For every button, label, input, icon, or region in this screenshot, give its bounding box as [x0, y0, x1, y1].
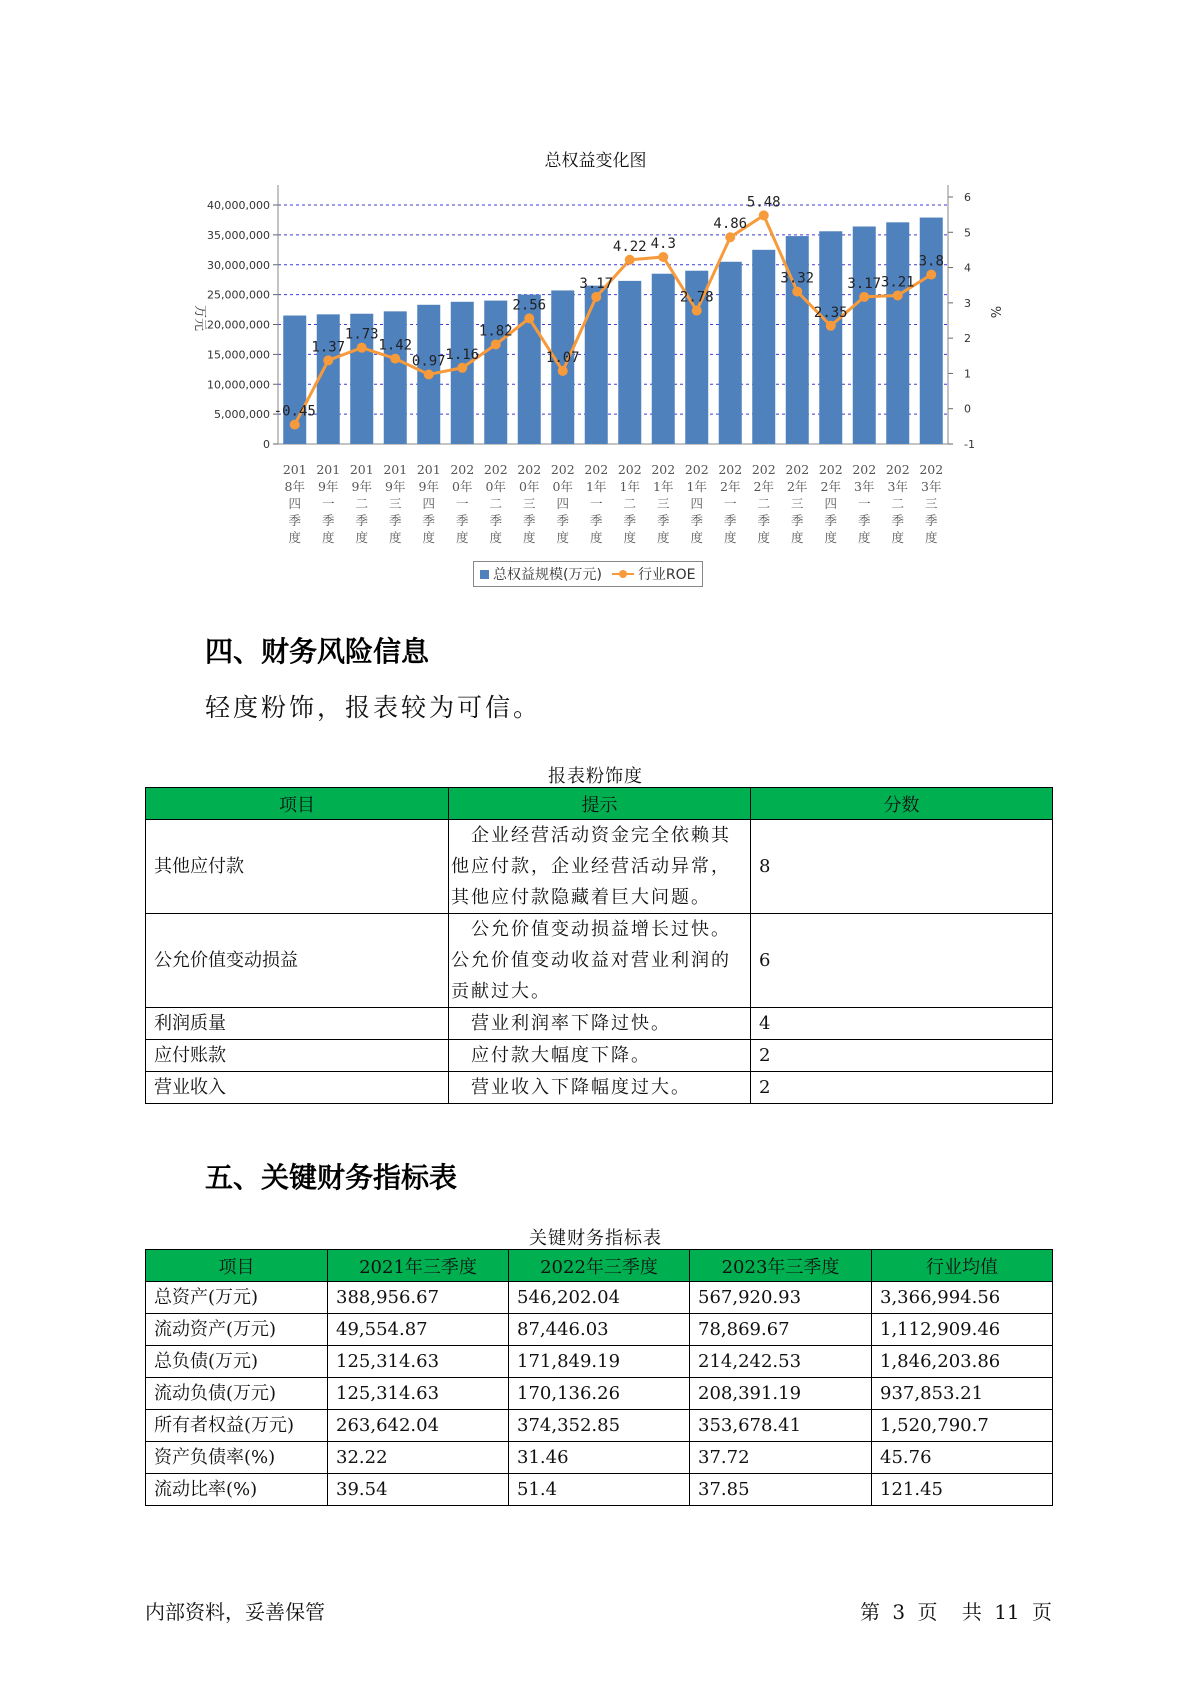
kpi-value-cell: 39.54	[328, 1474, 509, 1506]
kpi-value-cell: 374,352.85	[509, 1410, 690, 1442]
x-tick-label: 201 9年四季度	[416, 462, 441, 545]
legend-line-swatch	[612, 569, 634, 579]
x-tick-label: 202 2年三季度	[785, 462, 810, 545]
kpi-item-cell: 所有者权益(万元)	[146, 1410, 328, 1442]
risk-table-caption: 报表粉饰度	[548, 766, 643, 787]
risk-score-cell: 4	[751, 1008, 1053, 1040]
kpi-value-cell: 263,642.04	[328, 1410, 509, 1442]
kpi-value-cell: 121.45	[872, 1474, 1053, 1506]
roe-point	[558, 366, 568, 376]
kpi-value-cell: 125,314.63	[328, 1346, 509, 1378]
equity-bar	[451, 302, 474, 444]
y2-tick-label: 1	[964, 367, 971, 381]
risk-table-row	[146, 1072, 1053, 1104]
x-tick-label: 202 0年一季度	[450, 462, 475, 545]
chart-title: 总权益变化图	[544, 151, 647, 171]
x-tick-label: 202 2年四季度	[818, 462, 843, 545]
roe-data-label: 3.17	[847, 275, 882, 292]
y2-tick-label: 3	[964, 296, 971, 310]
footer-page-info	[854, 1596, 1052, 1625]
roe-point	[357, 343, 367, 353]
y2-tick-label: 5	[964, 226, 971, 240]
y2-tick-label: 6	[964, 191, 971, 204]
risk-item-cell: 利润质量	[146, 1008, 449, 1040]
y2-axis-label: %	[987, 305, 1002, 319]
roe-data-label: 1.82	[478, 323, 513, 340]
risk-score-cell: 2	[751, 1072, 1053, 1104]
equity-bar	[484, 301, 507, 444]
y-tick-label: 0	[263, 438, 270, 451]
kpi-value-cell: 125,314.63	[328, 1378, 509, 1410]
equity-bar	[384, 311, 407, 444]
chart-legend	[473, 561, 703, 587]
roe-point	[725, 232, 735, 242]
kpi-value-cell: 1,112,909.46	[872, 1314, 1053, 1346]
roe-data-label: 2.56	[512, 297, 547, 314]
roe-data-label: 4.3	[650, 235, 676, 252]
x-tick-label: 202 3年二季度	[885, 462, 910, 545]
y-tick-label: 20,000,000	[207, 318, 270, 332]
kpi-value-cell: 1,846,203.86	[872, 1346, 1053, 1378]
equity-bar	[819, 231, 842, 444]
kpi-value-cell: 567,920.93	[690, 1282, 872, 1314]
kpi-header-2021q3: 2021年三季度	[328, 1250, 509, 1282]
equity-bar	[585, 286, 608, 444]
x-tick-label: 202 1年三季度	[651, 462, 676, 545]
kpi-table-row	[146, 1410, 1053, 1442]
risk-table-row	[146, 914, 1053, 1008]
y-tick-label: 10,000,000	[207, 378, 270, 392]
kpi-item-cell: 总负债(万元)	[146, 1346, 328, 1378]
x-tick-label: 202 0年四季度	[550, 462, 575, 545]
total-label-post: 页	[1032, 1600, 1052, 1624]
x-tick-label: 202 0年二季度	[483, 462, 508, 545]
kpi-value-cell: 51.4	[509, 1474, 690, 1506]
page-label-mid: 页	[917, 1600, 938, 1624]
kpi-table-caption: 关键财务指标表	[529, 1228, 662, 1249]
roe-point	[323, 355, 333, 365]
kpi-item-cell: 流动负债(万元)	[146, 1378, 328, 1410]
roe-point	[290, 420, 300, 430]
x-tick-label: 202 3年三季度	[919, 462, 944, 545]
roe-point	[424, 369, 434, 379]
kpi-value-cell: 78,869.67	[690, 1314, 872, 1346]
kpi-header-2023q3: 2023年三季度	[690, 1250, 872, 1282]
x-tick-label: 202 1年二季度	[617, 462, 642, 545]
roe-point	[625, 255, 635, 265]
kpi-table	[145, 1249, 1053, 1506]
risk-table-row	[146, 1008, 1053, 1040]
kpi-value-cell: 87,446.03	[509, 1314, 690, 1346]
risk-item-cell: 其他应付款	[146, 820, 449, 914]
y-tick-label: 5,000,000	[214, 408, 270, 422]
equity-bar	[618, 281, 641, 444]
x-tick-label: 202 0年三季度	[517, 462, 542, 545]
roe-data-label: 3.21	[880, 274, 915, 291]
kpi-item-cell: 资产负债率(%)	[146, 1442, 328, 1474]
roe-point	[591, 292, 601, 302]
risk-score-cell: 8	[751, 820, 1053, 914]
risk-hint-cell: 公允价值变动损益增长过快。公允价值变动收益对营业利润的贡献过大。	[449, 914, 751, 1008]
equity-chart	[0, 0, 1191, 560]
y-tick-label: 25,000,000	[207, 288, 270, 302]
kpi-header-item: 项目	[146, 1250, 328, 1282]
roe-point	[792, 287, 802, 297]
roe-data-label: 4.86	[713, 216, 748, 233]
roe-point	[658, 252, 668, 262]
y-tick-label: 40,000,000	[207, 199, 270, 212]
equity-bar	[886, 222, 909, 444]
risk-header-item: 项目	[146, 788, 449, 820]
footer-confidential: 内部资料，妥善保管	[145, 1600, 325, 1624]
kpi-value-cell: 353,678.41	[690, 1410, 872, 1442]
kpi-value-cell: 45.76	[872, 1442, 1053, 1474]
x-tick-label: 201 9年二季度	[349, 462, 374, 545]
equity-bar	[920, 218, 943, 444]
kpi-item-cell: 总资产(万元)	[146, 1282, 328, 1314]
kpi-table-row	[146, 1314, 1053, 1346]
risk-hint-cell: 营业收入下降幅度过大。	[449, 1072, 751, 1104]
risk-header-hint: 提示	[449, 788, 751, 820]
kpi-table-row	[146, 1474, 1053, 1506]
roe-point	[759, 210, 769, 220]
risk-heading: 四、财务风险信息	[205, 635, 430, 668]
kpi-item-cell: 流动比率(%)	[146, 1474, 328, 1506]
y-tick-label: 35,000,000	[207, 228, 270, 242]
roe-point	[926, 270, 936, 280]
kpi-table-row	[146, 1346, 1053, 1378]
equity-bar	[317, 314, 340, 444]
roe-data-label: 3.8	[918, 253, 944, 270]
kpi-value-cell: 208,391.19	[690, 1378, 872, 1410]
roe-data-label: 3.17	[579, 275, 614, 292]
kpi-table-row	[146, 1378, 1053, 1410]
kpi-value-cell: 31.46	[509, 1442, 690, 1474]
kpi-value-cell: 937,853.21	[872, 1378, 1053, 1410]
x-tick-label: 201 8年四季度	[282, 462, 307, 545]
kpi-value-cell: 214,242.53	[690, 1346, 872, 1378]
risk-item-cell: 公允价值变动损益	[146, 914, 449, 1008]
equity-bar	[786, 236, 809, 444]
risk-summary: 轻度粉饰，报表较为可信。	[205, 693, 542, 722]
kpi-heading: 五、关键财务指标表	[205, 1161, 458, 1194]
kpi-value-cell: 49,554.87	[328, 1314, 509, 1346]
risk-table-row	[146, 820, 1053, 914]
legend-line-label: 行业ROE	[637, 567, 696, 583]
y2-tick-label: 0	[964, 402, 971, 416]
kpi-table-header	[146, 1250, 1053, 1282]
y-axis-label: 万元	[192, 304, 207, 332]
x-tick-label: 202 1年四季度	[684, 462, 709, 545]
kpi-table-row	[146, 1442, 1053, 1474]
equity-bar	[853, 227, 876, 444]
roe-data-label: 3.32	[780, 270, 815, 287]
x-tick-label: 202 3年一季度	[852, 462, 877, 545]
y2-tick-label: 2	[964, 332, 971, 346]
roe-data-label: 2.78	[679, 289, 714, 306]
roe-point	[390, 354, 400, 364]
total-label-pre: 共	[961, 1600, 982, 1624]
kpi-value-cell: 37.85	[690, 1474, 872, 1506]
risk-header-score: 分数	[751, 788, 1053, 820]
risk-table-header	[146, 788, 1053, 820]
roe-point	[524, 313, 534, 323]
equity-bar	[652, 274, 675, 444]
risk-hint-cell: 企业经营活动资金完全依赖其他应付款，企业经营活动异常，其他应付款隐藏着巨大问题。	[449, 820, 751, 914]
risk-table	[145, 787, 1053, 1104]
kpi-value-cell: 171,849.19	[509, 1346, 690, 1378]
risk-score-cell: 2	[751, 1040, 1053, 1072]
roe-data-label: 1.07	[545, 349, 580, 366]
x-tick-label: 202 1年一季度	[584, 462, 609, 545]
roe-point	[859, 292, 869, 302]
roe-data-label: 0.97	[411, 353, 446, 370]
kpi-value-cell: 1,520,790.7	[872, 1410, 1053, 1442]
risk-hint-cell: 营业利润率下降过快。	[449, 1008, 751, 1040]
legend-bar-swatch	[480, 570, 489, 579]
risk-table-row	[146, 1040, 1053, 1072]
kpi-header-industry-avg: 行业均值	[872, 1250, 1053, 1282]
kpi-value-cell: 388,956.67	[328, 1282, 509, 1314]
roe-point	[893, 290, 903, 300]
roe-point	[826, 321, 836, 331]
y2-tick-label: 4	[964, 261, 971, 275]
kpi-value-cell: 32.22	[328, 1442, 509, 1474]
legend-bar-label: 总权益规模(万元)	[493, 567, 602, 583]
kpi-value-cell: 3,366,994.56	[872, 1282, 1053, 1314]
kpi-item-cell: 流动资产(万元)	[146, 1314, 328, 1346]
x-tick-label: 201 9年三季度	[383, 462, 408, 545]
risk-hint-cell: 应付款大幅度下降。	[449, 1040, 751, 1072]
x-tick-label: 202 2年二季度	[751, 462, 776, 545]
y-tick-label: 30,000,000	[207, 258, 270, 272]
roe-data-label: -0.45	[273, 403, 316, 420]
page-label-pre: 第	[860, 1600, 881, 1624]
roe-point	[692, 306, 702, 316]
kpi-value-cell: 546,202.04	[509, 1282, 690, 1314]
page-number: 3	[892, 1600, 906, 1624]
roe-data-label: 5.48	[746, 194, 781, 211]
equity-bar	[752, 250, 775, 444]
kpi-value-cell: 37.72	[690, 1442, 872, 1474]
risk-item-cell: 营业收入	[146, 1072, 449, 1104]
y-tick-label: 15,000,000	[207, 348, 270, 362]
x-tick-label: 202 2年一季度	[718, 462, 743, 545]
risk-item-cell: 应付账款	[146, 1040, 449, 1072]
roe-data-label: 4.22	[612, 238, 647, 255]
risk-score-cell: 6	[751, 914, 1053, 1008]
kpi-header-2022q3: 2022年三季度	[509, 1250, 690, 1282]
y2-tick-label: -1	[964, 438, 975, 451]
kpi-table-row	[146, 1282, 1053, 1314]
x-tick-label: 201 9年一季度	[316, 462, 341, 545]
roe-data-label: 2.35	[813, 304, 848, 321]
kpi-value-cell: 170,136.26	[509, 1378, 690, 1410]
roe-data-label: 1.37	[311, 339, 346, 356]
roe-data-label: 1.16	[445, 346, 480, 363]
roe-point	[457, 363, 467, 373]
roe-point	[491, 339, 501, 349]
equity-bar	[719, 262, 742, 444]
roe-data-label: 1.73	[344, 326, 379, 343]
total-pages: 11	[994, 1600, 1020, 1624]
roe-data-label: 1.42	[378, 337, 413, 354]
